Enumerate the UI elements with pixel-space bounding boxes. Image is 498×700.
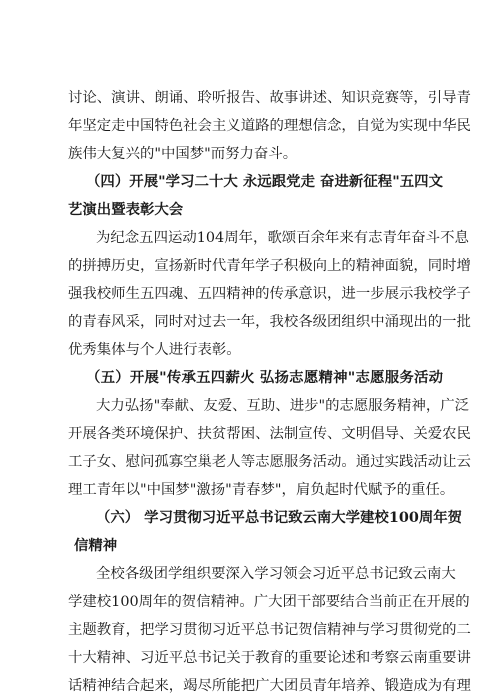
body-line: 话精神结合起来，竭尽所能把广大团员青年培养、锻造成为有理 <box>68 678 471 694</box>
body-line: 全校各级团学组织要深入学习领会习近平总书记致云南大 <box>96 566 456 582</box>
body-line: 讨论、演讲、朗诵、聆听报告、故事讲述、知识竞赛等，引导青 <box>68 90 471 106</box>
body-line: 大力弘扬"奉献、友爱、互助、进步"的志愿服务精神，广泛 <box>96 398 470 414</box>
body-line: 强我校师生五四魂、五四精神的传承意识，进一步展示我校学子 <box>68 286 471 302</box>
body-line: 的拼搏历史，宣扬新时代青年学子积极向上的精神面貌，同时增 <box>68 258 471 274</box>
body-line: 开展各类环境保护、扶贫帮困、法制宣传、文明倡导、关爱农民 <box>68 426 471 442</box>
body-line: 学建校100周年的贺信精神。广大团干部要结合当前正在开展的 <box>68 594 470 610</box>
body-line: 优秀集体与个人进行表彰。 <box>68 342 241 358</box>
section-heading: （五）开展"传承五四薪火 弘扬志愿精神"志愿服务活动 <box>86 369 443 386</box>
body-line: 十大精神、习近平总书记关于教育的重要论述和考察云南重要讲 <box>68 650 471 666</box>
body-line: 工子女、慰问孤寡空巢老人等志愿服务活动。通过实践活动让云 <box>68 454 471 470</box>
body-line: 年坚定走中国特色社会主义道路的理想信念，自觉为实现中华民 <box>68 118 471 134</box>
section-heading: （四）开展"学习二十大 永远跟党走 奋进新征程"五四文 <box>86 173 443 190</box>
section-heading: （六） 学习贯彻习近平总书记致云南大学建校100周年贺 <box>96 509 463 526</box>
body-line: 为纪念五四运动104周年，歌颂百余年来有志青年奋斗不息 <box>96 230 469 246</box>
body-line: 主题教育，把学习贯彻习近平总书记贺信精神与学习贯彻党的二 <box>68 622 471 638</box>
section-heading: 艺演出暨表彰大会 <box>68 201 184 218</box>
body-line: 的青春风采，同时对过去一年，我校各级团组织中涌现出的一批 <box>68 314 471 330</box>
body-line: 理工青年以"中国梦"激扬"青春梦"，肩负起时代赋予的重任。 <box>68 482 455 498</box>
body-line: 族伟大复兴的"中国梦"而努力奋斗。 <box>68 146 298 162</box>
section-heading: 信精神 <box>74 537 118 554</box>
